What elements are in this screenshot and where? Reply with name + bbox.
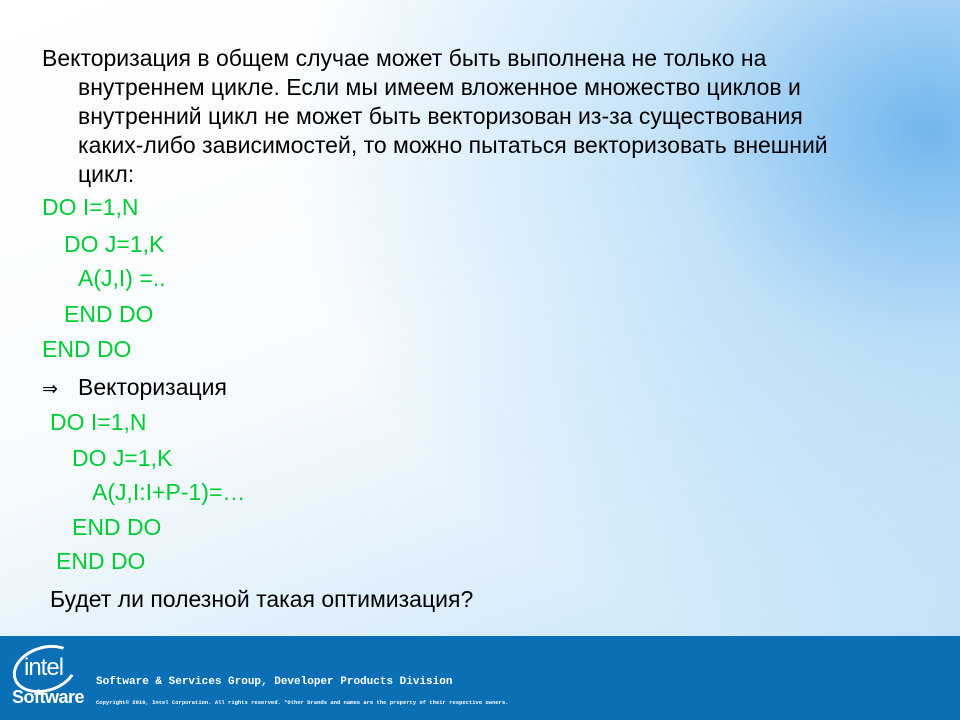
logo-word: intel bbox=[24, 654, 64, 681]
vectorization-label: Векторизация bbox=[78, 374, 227, 400]
footer-copyright: Copyright© 2010, Intel Corporation. All rights reserved. *Other brands and names are the property of their respective owners. bbox=[96, 699, 509, 706]
intro-paragraph bbox=[42, 44, 942, 189]
implies-arrow-icon: ⇒ bbox=[42, 378, 58, 400]
intro-first-line: Векторизация в общем случае может быть выполнена не только на bbox=[42, 45, 767, 71]
vectorization-heading bbox=[42, 373, 227, 404]
vec-code-line-end-do-inner: END DO bbox=[72, 514, 162, 540]
vec-code-line-do-j: DO J=1,K bbox=[72, 445, 173, 471]
logo-software-text: Software bbox=[12, 687, 85, 707]
code-line-assign: A(J,I) =.. bbox=[78, 265, 166, 291]
code-line-end-do-inner: END DO bbox=[64, 301, 154, 327]
slide-body bbox=[42, 44, 942, 189]
vec-code-line-end-do-outer: END DO bbox=[56, 548, 146, 574]
code-line-end-do-outer: END DO bbox=[42, 336, 132, 362]
question-text: Будет ли полезной такая оптимизация? bbox=[50, 586, 474, 612]
vec-code-line-assign: A(J,I:I+P-1)=… bbox=[92, 479, 246, 505]
intro-continuation: внутреннем цикле. Если мы имеем вложенное множество циклов и внутренний цикл не может быть векторизован из-за существования каких-либо зависимостей, то можно пытаться векторизовать внешний цикл: bbox=[78, 74, 828, 187]
code-line-do-j: DO J=1,K bbox=[64, 231, 165, 257]
vec-code-line-do-i: DO I=1,N bbox=[50, 409, 147, 435]
code-line-do-i: DO I=1,N bbox=[42, 194, 139, 220]
footer-group-text: Software & Services Group, Developer Products Division bbox=[96, 676, 453, 688]
intel-software-logo bbox=[8, 642, 86, 714]
